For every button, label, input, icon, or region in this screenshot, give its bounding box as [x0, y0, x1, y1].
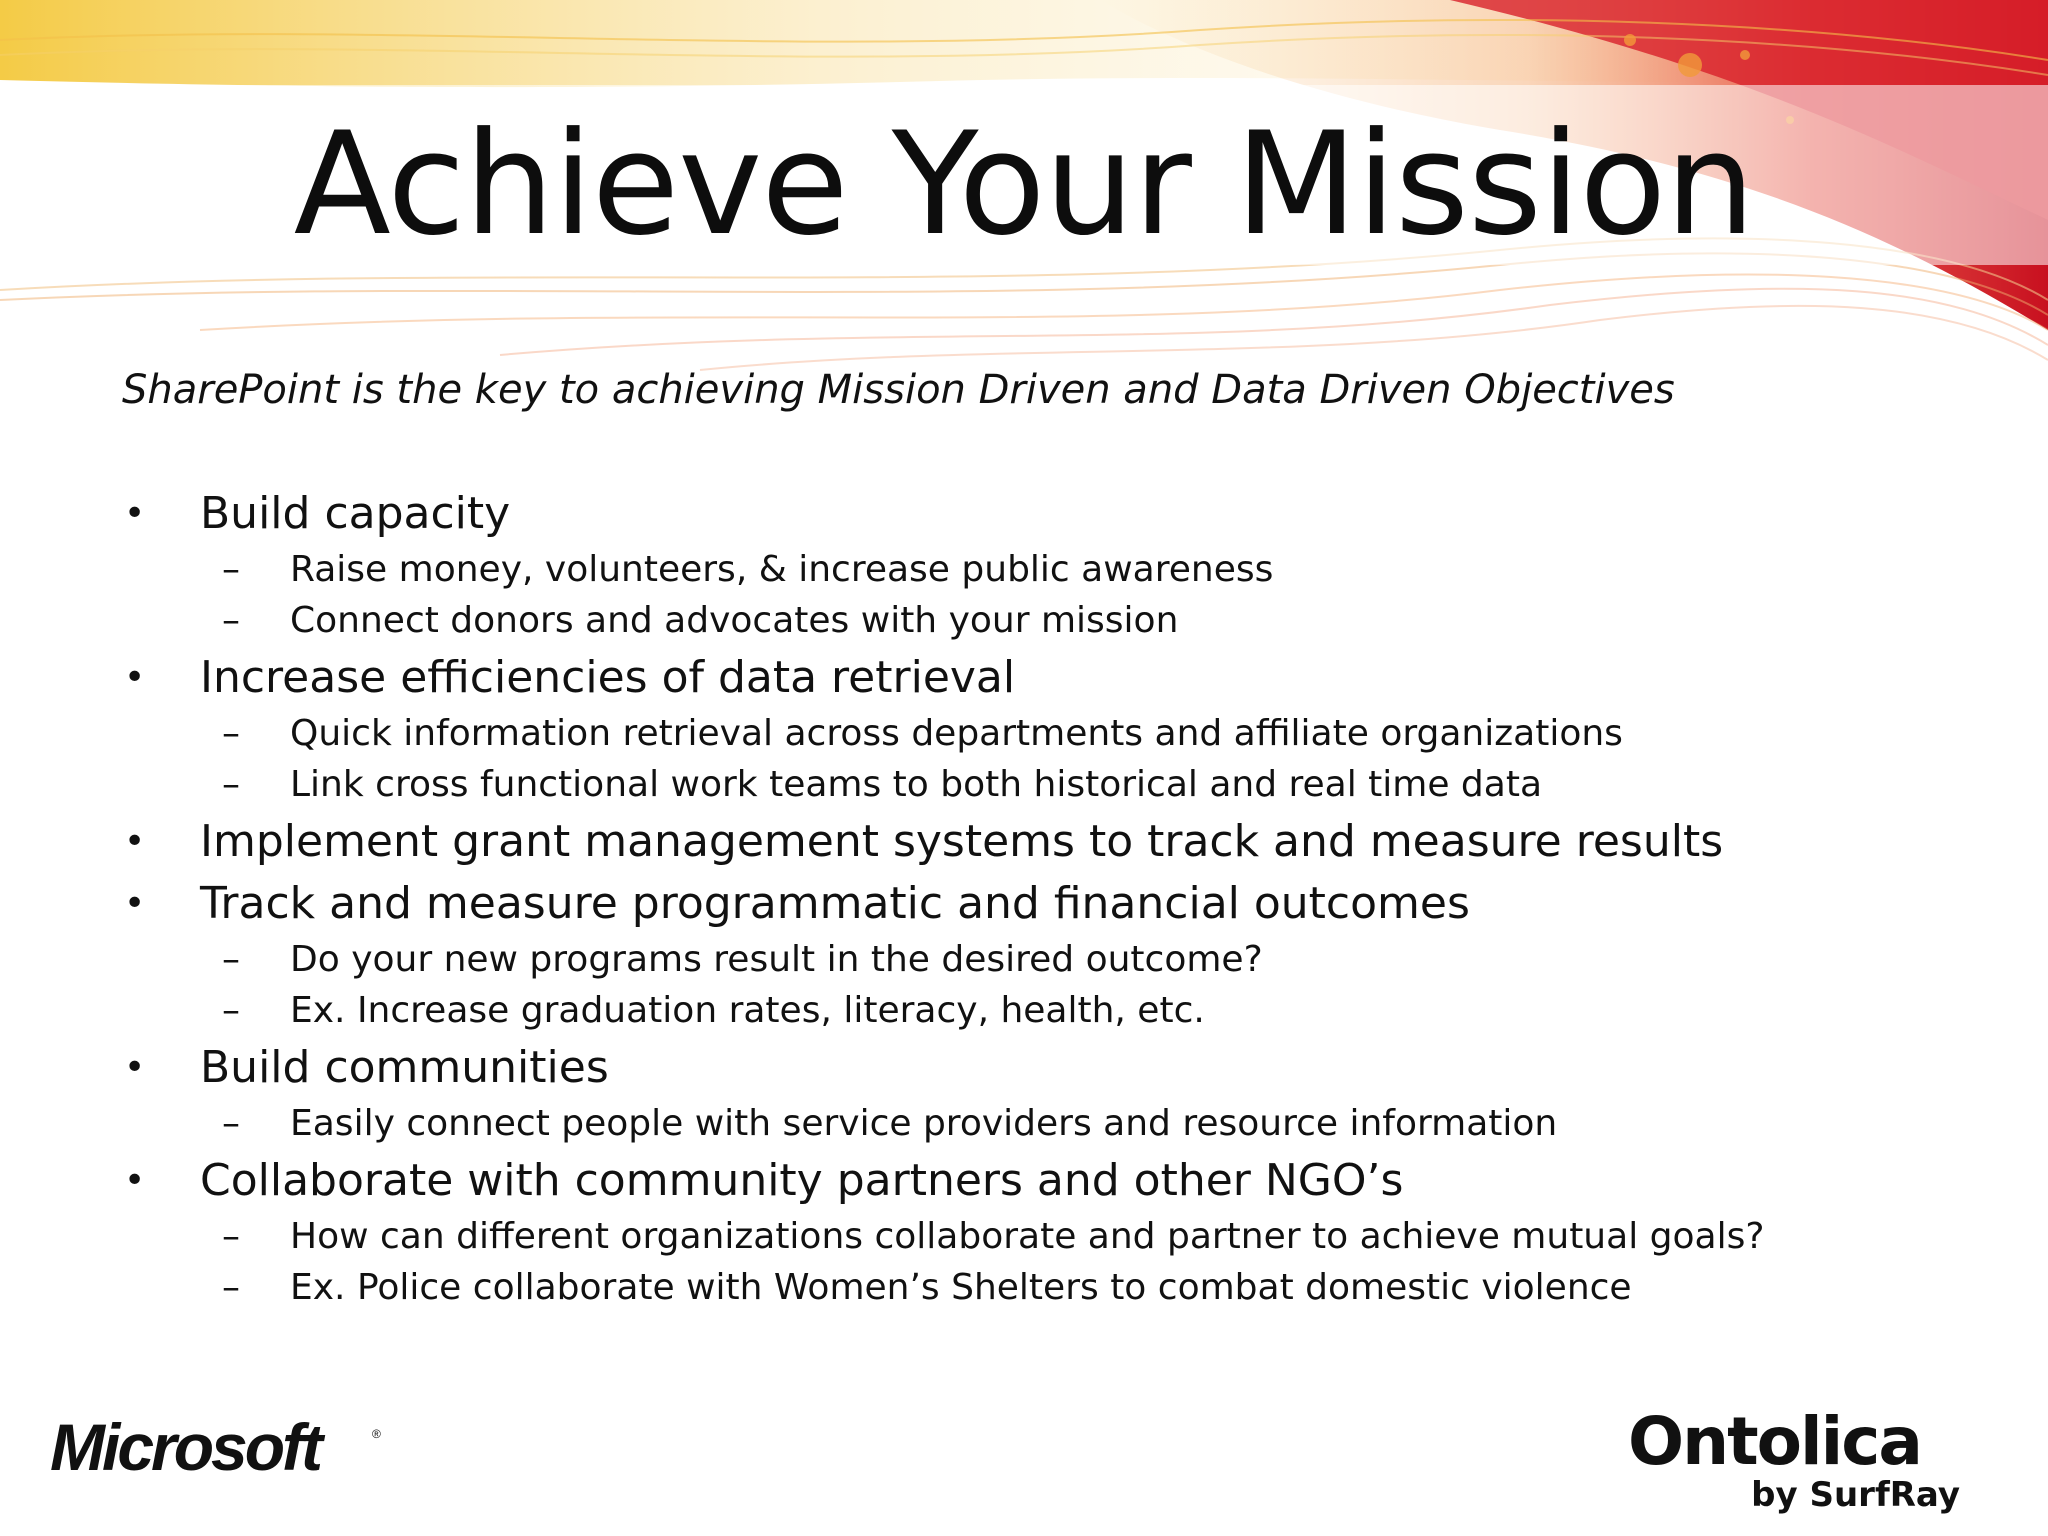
bullet-marker: •	[124, 1047, 146, 1088]
sub-bullet-marker: –	[222, 549, 240, 590]
ontolica-logo	[1620, 1400, 1980, 1518]
sub-bullet-marker: –	[222, 764, 240, 805]
bullet-marker: •	[124, 883, 146, 924]
bullet-text: Increase efficiencies of data retrieval	[200, 652, 1016, 703]
bullet-text: Implement grant management systems to track and measure results	[200, 816, 1724, 867]
sub-bullet-text: Raise money, volunteers, & increase public awareness	[290, 549, 1274, 590]
sub-bullet-text: Do your new programs result in the desired outcome?	[290, 939, 1263, 980]
microsoft-logo-text: Microsoft	[50, 1410, 320, 1484]
sub-bullet-text: Ex. Police collaborate with Women’s Shelters to combat domestic violence	[290, 1267, 1632, 1308]
bullet-item	[122, 484, 1982, 544]
surfray-logo-text: by SurfRay	[1751, 1475, 1960, 1515]
sub-bullet-text: Ex. Increase graduation rates, literacy, health, etc.	[290, 990, 1205, 1031]
sub-bullet-marker: –	[222, 1216, 240, 1257]
bullet-list	[122, 482, 1982, 1313]
sub-bullet-text: How can different organizations collaborate and partner to achieve mutual goals?	[290, 1216, 1765, 1257]
sub-bullet-item	[122, 759, 1982, 810]
sub-bullet-item	[122, 708, 1982, 759]
sub-bullet-item	[122, 985, 1982, 1036]
ontolica-logo-text: Ontolica	[1628, 1403, 1921, 1480]
sub-bullet-item	[122, 1098, 1982, 1149]
sub-bullet-text: Connect donors and advocates with your mission	[290, 600, 1179, 641]
bullet-item	[122, 648, 1982, 708]
bullet-text: Track and measure programmatic and financial outcomes	[200, 878, 1470, 929]
sub-bullet-marker: –	[222, 1103, 240, 1144]
sub-bullet-marker: –	[222, 990, 240, 1031]
sub-bullet-marker: –	[222, 1267, 240, 1308]
slide-title: Achieve Your Mission	[293, 102, 1755, 267]
bullet-text: Build communities	[200, 1042, 609, 1093]
bullet-marker: •	[124, 1160, 146, 1201]
bullet-item	[122, 1038, 1982, 1098]
sub-bullet-item	[122, 934, 1982, 985]
sub-bullet-item	[122, 595, 1982, 646]
bullet-item	[122, 874, 1982, 934]
slide-subtitle: SharePoint is the key to achieving Mission Driven and Data Driven Objectives	[122, 367, 1675, 413]
sub-bullet-marker: –	[222, 713, 240, 754]
bullet-text: Collaborate with community partners and other NGO’s	[200, 1155, 1404, 1206]
sub-bullet-item	[122, 1211, 1982, 1262]
sub-bullet-text: Easily connect people with service providers and resource information	[290, 1103, 1558, 1144]
sub-bullet-text: Quick information retrieval across departments and affiliate organizations	[290, 713, 1623, 754]
sub-bullet-item	[122, 1262, 1982, 1313]
bullet-item	[122, 812, 1982, 872]
bullet-item	[122, 1151, 1982, 1211]
sub-bullet-text: Link cross functional work teams to both historical and real time data	[290, 764, 1543, 805]
microsoft-logo	[50, 1408, 390, 1488]
sub-bullet-marker: –	[222, 939, 240, 980]
bullet-marker: •	[124, 821, 146, 862]
bullet-marker: •	[124, 493, 146, 534]
bullet-marker: •	[124, 657, 146, 698]
registered-mark: ®	[372, 1427, 381, 1441]
sub-bullet-item	[122, 544, 1982, 595]
bullet-text: Build capacity	[200, 488, 511, 539]
sub-bullet-marker: –	[222, 600, 240, 641]
